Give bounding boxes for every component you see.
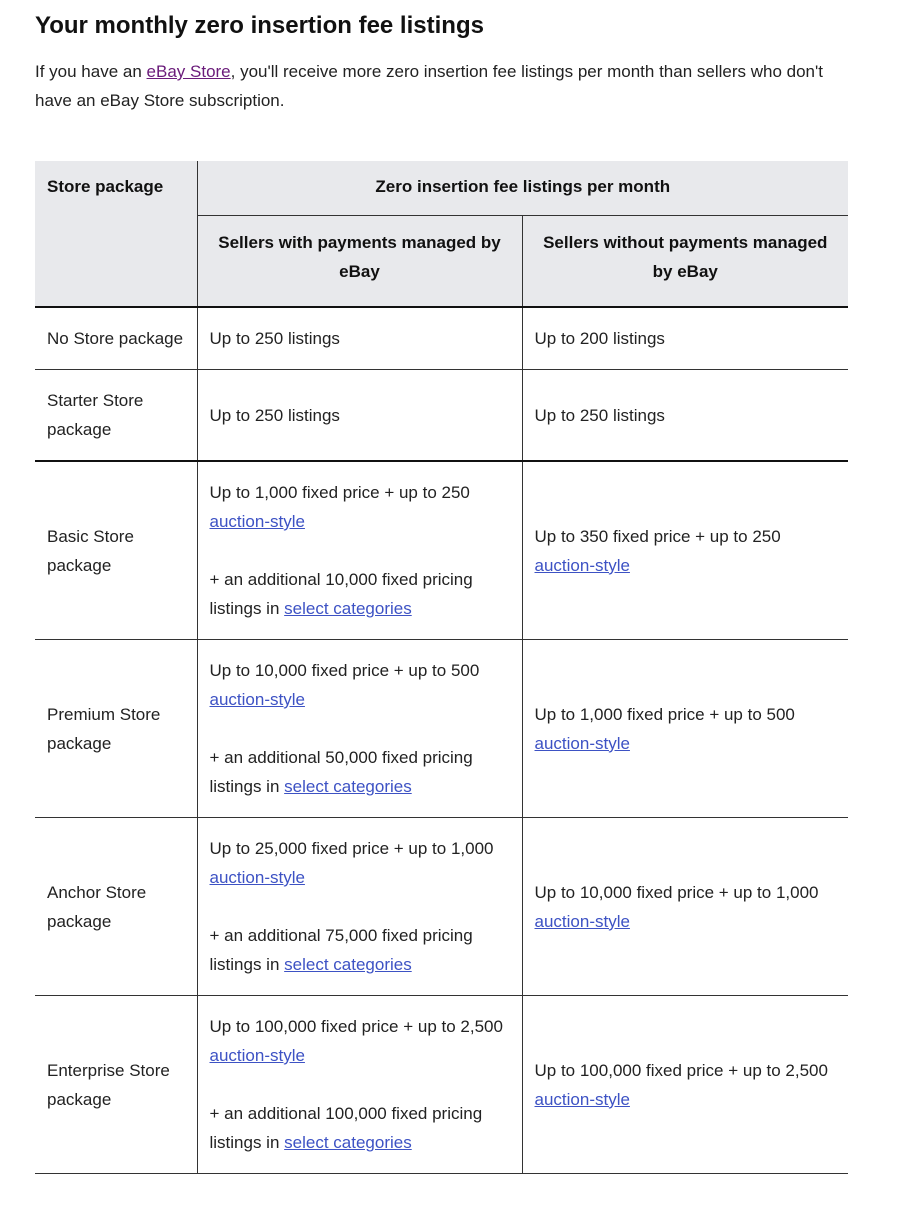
- intro-text-before: If you have an: [35, 62, 147, 81]
- managed-text: Up to 10,000 fixed price + up to 500: [209, 661, 480, 680]
- unmanaged-text: Up to 100,000 fixed price + up to 2,500: [534, 1060, 828, 1080]
- package-cell: Anchor Store package: [35, 818, 197, 996]
- select-categories-link[interactable]: select categories: [284, 1133, 412, 1152]
- unmanaged-text: Up to 350 fixed price + up to 250: [534, 526, 781, 546]
- unmanaged-cell: [522, 818, 848, 996]
- intro-paragraph: [35, 57, 845, 115]
- package-cell: No Store package: [35, 307, 197, 370]
- table-row: [35, 640, 848, 818]
- listings-per-month-header: Zero insertion fee listings per month: [197, 161, 848, 216]
- select-categories-link[interactable]: select categories: [284, 599, 412, 618]
- unmanaged-text: Up to 250 listings: [534, 405, 665, 425]
- auction-style-link[interactable]: auction-style: [534, 733, 630, 753]
- auction-style-link[interactable]: auction-style: [209, 1046, 305, 1065]
- unmanaged-text: Up to 200 listings: [534, 329, 665, 348]
- table-row: [35, 461, 848, 640]
- managed-cell: [197, 307, 522, 370]
- managed-text: Up to 250 listings: [209, 329, 340, 348]
- package-cell: Starter Store package: [35, 370, 197, 462]
- unmanaged-text: Up to 10,000 fixed price + up to 1,000: [534, 882, 819, 902]
- managed-extra-text: + an additional 10,000 fixed pricing listings in: [209, 570, 473, 618]
- ebay-store-link[interactable]: eBay Store: [146, 62, 231, 81]
- auction-style-link[interactable]: auction-style: [534, 911, 630, 931]
- table-row: [35, 996, 848, 1174]
- table-row: [35, 370, 848, 462]
- unmanaged-cell: [522, 996, 848, 1174]
- auction-style-link[interactable]: auction-style: [209, 690, 305, 709]
- unmanaged-text: Up to 1,000 fixed price + up to 500: [534, 704, 795, 724]
- unmanaged-payments-header: Sellers without payments managed by eBay: [522, 216, 848, 308]
- auction-style-link[interactable]: auction-style: [534, 555, 630, 575]
- store-package-header: Store package: [35, 161, 197, 307]
- managed-cell: [197, 461, 522, 640]
- managed-text: Up to 25,000 fixed price + up to 1,000: [209, 839, 494, 858]
- table-row: [35, 307, 848, 370]
- select-categories-link[interactable]: select categories: [284, 777, 412, 796]
- managed-cell: [197, 996, 522, 1174]
- select-categories-link[interactable]: select categories: [284, 955, 412, 974]
- managed-text: Up to 250 listings: [209, 405, 340, 425]
- managed-extra-text: + an additional 50,000 fixed pricing listings in: [209, 748, 473, 796]
- unmanaged-cell: [522, 461, 848, 640]
- managed-payments-header: Sellers with payments managed by eBay: [197, 216, 522, 308]
- managed-text: Up to 100,000 fixed price + up to 2,500: [209, 1017, 503, 1036]
- auction-style-link[interactable]: auction-style: [209, 512, 305, 531]
- intro-text-after: , you'll receive more zero insertion fee listings per month than sellers who don't have an eBay Store subscription.: [35, 62, 823, 110]
- managed-extra-text: + an additional 75,000 fixed pricing listings in: [209, 926, 473, 974]
- managed-text: Up to 1,000 fixed price + up to 250: [209, 483, 470, 502]
- package-cell: Premium Store package: [35, 640, 197, 818]
- auction-style-link[interactable]: auction-style: [534, 1089, 630, 1109]
- package-cell: Enterprise Store package: [35, 996, 197, 1174]
- table-row: [35, 818, 848, 996]
- auction-style-link[interactable]: auction-style: [209, 868, 305, 887]
- unmanaged-cell: [522, 370, 848, 462]
- managed-cell: [197, 818, 522, 996]
- managed-extra-text: + an additional 100,000 fixed pricing listings in: [209, 1104, 483, 1152]
- unmanaged-cell: [522, 640, 848, 818]
- zero-insertion-fee-table: [35, 161, 848, 1174]
- page-title: Your monthly zero insertion fee listings: [35, 12, 484, 39]
- package-cell: Basic Store package: [35, 461, 197, 640]
- managed-cell: [197, 370, 522, 462]
- managed-cell: [197, 640, 522, 818]
- unmanaged-cell: [522, 307, 848, 370]
